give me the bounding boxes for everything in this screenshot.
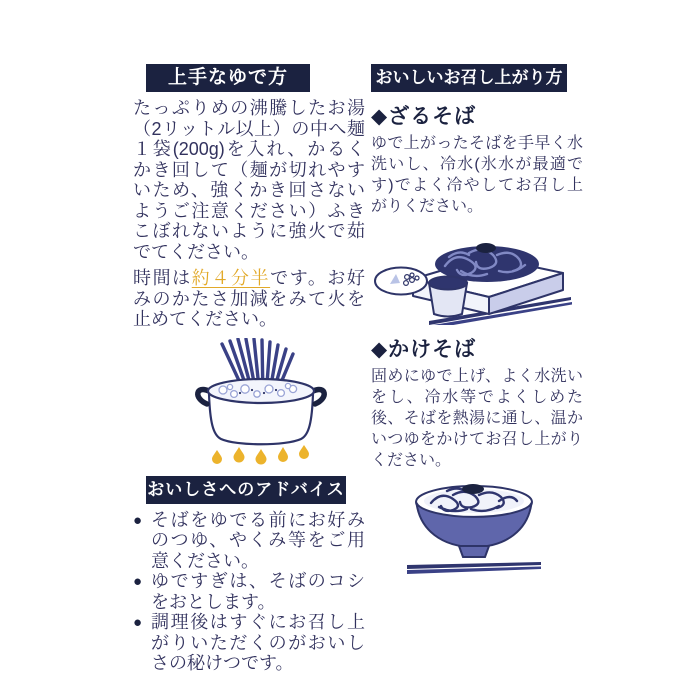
boil-time-sentence [133, 268, 365, 330]
advice-item [133, 612, 365, 674]
bullet-icon: ● [133, 573, 143, 590]
advice-list [133, 510, 365, 674]
advice-item-text: そばをゆでる前にお好みのつゆ、やくみ等をご用意ください。 [151, 509, 365, 571]
kake-soba-text: 固めにゆで上げ、よく水洗いをし、冷水等でよくしめた後、そばを熱湯に通し、温かいつゆをかけてお召し上がりください。 [371, 368, 583, 469]
advice-item-text: 調理後はすぐにお召し上がりいただくのがおいしさの秘けつです。 [151, 612, 365, 673]
flame-icon [212, 445, 309, 465]
advice-item [133, 571, 365, 612]
advice-section-header: おいしさへのアドバイス [146, 476, 346, 504]
noodle-bowl-icon [416, 484, 532, 557]
dipping-cup-icon [429, 277, 467, 317]
chopsticks-icon [407, 562, 541, 574]
boiling-pot-illustration [160, 338, 338, 466]
zaru-soba-text: ゆで上がったそばを手早く水洗いし、冷水(氷水が最適です)でよく冷やしてお召し上がりください。 [371, 135, 583, 215]
bullet-icon: ● [133, 614, 143, 631]
kake-soba-title: ◆かけそば [371, 338, 477, 361]
boil-time-prefix: 時間は [133, 268, 192, 288]
pot-icon [198, 379, 324, 444]
boil-instructions-text: たっぷりめの沸騰したお湯（2リットル以上）の中へ麺１袋(200g)を入れ、かるくかき回して（麺が切れやすいため、強くかき回さないようご注意ください）ふきこぼれないように強火で茹でてください。 [133, 98, 365, 262]
serving-instructions-column [371, 64, 583, 577]
boil-time-highlight: 約４分半 [191, 268, 271, 288]
advice-item [133, 510, 365, 572]
advice-item-text: ゆですぎは、そばのコシをおとします。 [151, 571, 365, 612]
zaru-soba-illustration [373, 221, 577, 325]
bullet-icon: ● [133, 511, 143, 529]
boil-section-header: 上手なゆで方 [146, 64, 310, 92]
condiment-plate-icon [375, 268, 427, 295]
serving-section-header: おいしいお召し上がり方 [371, 64, 567, 92]
kake-soba-bowl-illustration [399, 475, 549, 577]
boiling-instructions-column [133, 64, 365, 674]
boil-time-suffix: です。お好みのかたさ加減をみて火を止めてください。 [133, 268, 366, 329]
zaru-soba-title: ◆ざるそば [371, 105, 477, 128]
